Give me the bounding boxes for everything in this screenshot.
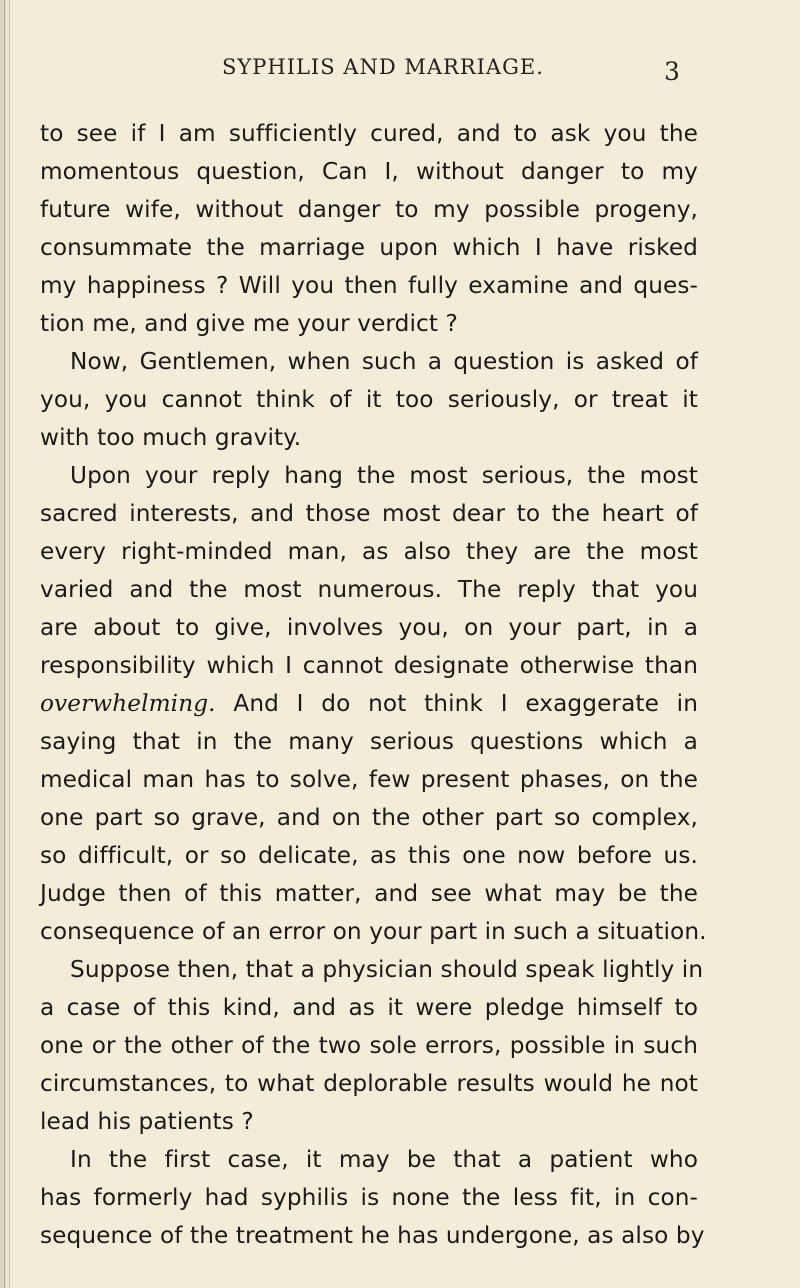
running-title: SYPHILIS AND MARRIAGE. (222, 55, 544, 79)
text-line: saying that in the many serious questions which a (40, 728, 698, 755)
text-line: sequence of the treatment he has undergone, as also by (40, 1222, 705, 1249)
running-head (0, 55, 800, 91)
text-line: consequence of an error on your part in such a situation. (40, 918, 707, 945)
text-line: so difficult, or so delicate, as this one now before us. (40, 842, 698, 869)
text-line-remainder: And I do not think I exaggerate in (215, 690, 698, 717)
page-number: 3 (664, 57, 680, 86)
text-line: with too much gravity. (40, 424, 302, 451)
text-line: you, you cannot think of it too seriously, or treat it (40, 386, 698, 413)
paragraph-first-line: In the first case, it may be that a patient who (70, 1146, 698, 1173)
text-line: a case of this kind, and as it were pledge himself to (40, 994, 698, 1021)
text-line: one part so grave, and on the other part so complex, (40, 804, 698, 831)
paragraph-first-line: Upon your reply hang the most serious, the most (70, 462, 698, 489)
text-line: future wife, without danger to my possible progeny, (40, 196, 698, 223)
text-line: Judge then of this matter, and see what may be the (40, 880, 698, 907)
text-line: lead his patients ? (40, 1108, 254, 1135)
text-line: sacred interests, and those most dear to the heart of (40, 500, 698, 527)
text-line: to see if I am sufficiently cured, and to ask you the (40, 120, 698, 147)
text-line: has formerly had syphilis is none the less fit, in con- (40, 1184, 698, 1211)
paragraph-first-line: Suppose then, that a physician should speak lightly in (70, 956, 704, 983)
text-line: varied and the most numerous. The reply that you (40, 576, 698, 603)
text-line-with-italic (40, 685, 698, 723)
italic-word: overwhelming. (40, 690, 216, 717)
text-line: one or the other of the two sole errors, possible in such (40, 1032, 698, 1059)
text-line: are about to give, involves you, on your part, in a (40, 614, 698, 641)
binding-edge-shadow-line (9, 0, 10, 1288)
paragraph-first-line: Now, Gentlemen, when such a question is asked of (70, 348, 698, 375)
text-line: circumstances, to what deplorable results would he not (40, 1070, 698, 1097)
text-line: responsibility which I cannot designate otherwise than (40, 652, 698, 679)
binding-edge-line (4, 0, 5, 1288)
text-line: medical man has to solve, few present phases, on the (40, 766, 698, 793)
text-line: my happiness ? Will you then fully examine and ques- (40, 272, 698, 299)
text-line: momentous question, Can I, without danger to my (40, 158, 698, 185)
text-line: every right-minded man, as also they are the most (40, 538, 698, 565)
text-line: tion me, and give me your verdict ? (40, 310, 458, 337)
text-line: consummate the marriage upon which I have risked (40, 234, 698, 261)
